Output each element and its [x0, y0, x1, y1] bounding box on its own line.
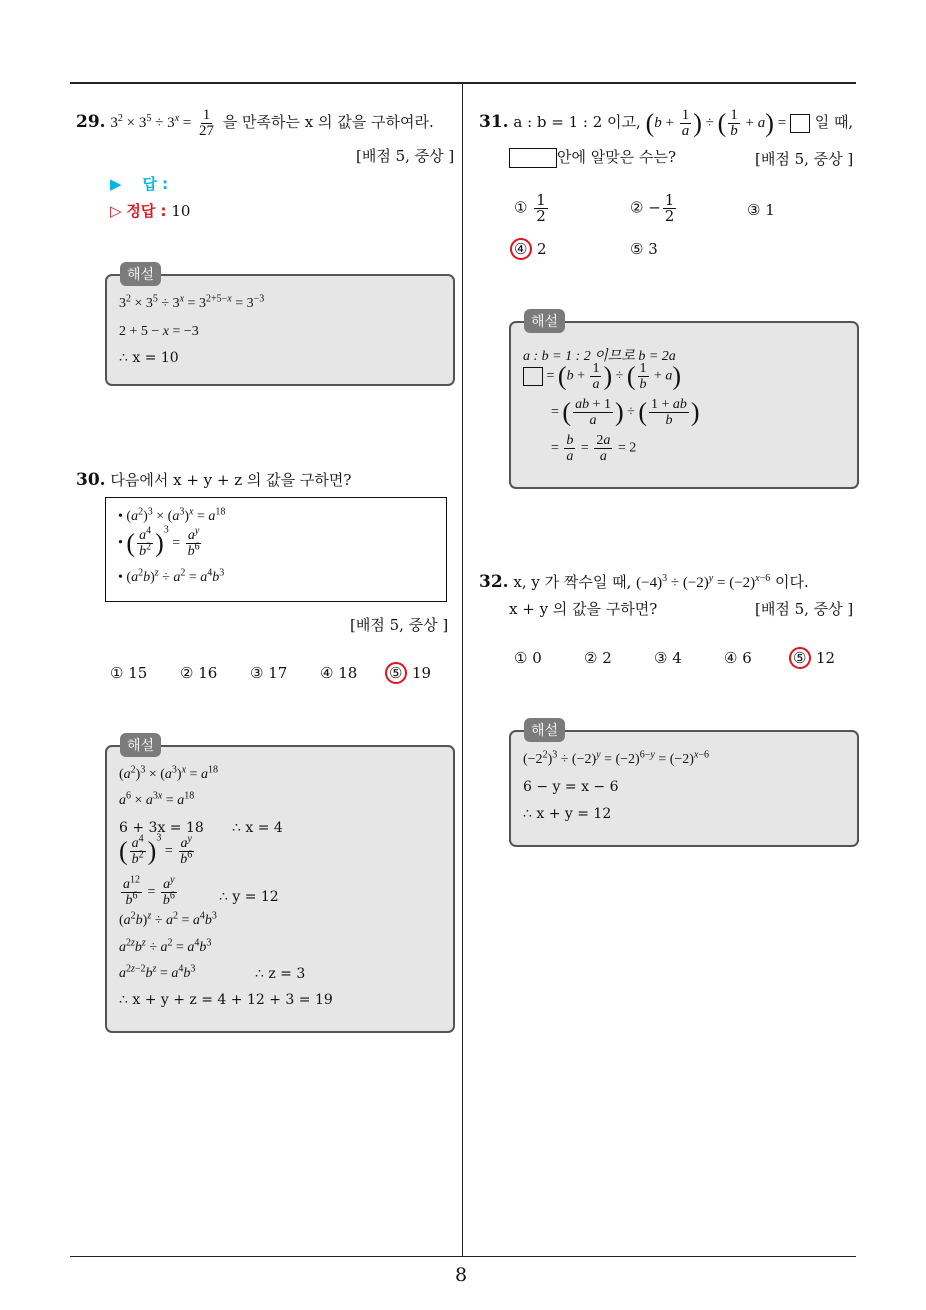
- page-number: 8: [455, 1264, 468, 1286]
- triangle-outline-icon: ▷: [110, 202, 122, 220]
- points-30: [배점 5, 중상 ]: [350, 616, 449, 634]
- question-number: 31.: [479, 111, 509, 132]
- question-number: 32.: [479, 572, 509, 592]
- solution-line: ∴ x = 4: [232, 820, 283, 836]
- question-number: 30.: [76, 470, 106, 490]
- solution-line: ∴ x + y + z = 4 + 12 + 3 = 19: [119, 992, 333, 1008]
- question-stem-b: 일 때,: [814, 112, 854, 131]
- solution-line: $a^6 \times a^{3x} = a^{18}$: [119, 790, 195, 808]
- points-29: [배점 5, 중상 ]: [356, 147, 455, 165]
- choice-4[interactable]: ④ 18: [320, 664, 358, 682]
- column-divider: [462, 82, 463, 1257]
- question-stem-a: x, y 가 짝수일 때,: [513, 573, 632, 591]
- choice-4[interactable]: ④ 6: [724, 649, 752, 667]
- solution-line: = $\frac{b}{a}$ = $\frac{2a}{a}$ = 2: [551, 433, 637, 464]
- question-30: [76, 469, 351, 490]
- choice-4-marker[interactable]: ④: [514, 240, 528, 258]
- choice-5-marker[interactable]: ⑤: [793, 649, 807, 667]
- question-equation: (b + $\frac{1}{a}$ ) ÷ ( $\frac{1}{b}$ + a) =: [646, 115, 810, 131]
- correct-value: 10: [171, 202, 191, 220]
- points-31: [배점 5, 중상 ]: [755, 150, 854, 168]
- play-icon: ▶: [110, 175, 122, 193]
- solution-box-29: [105, 274, 455, 386]
- question-stem-c: 안에 알맞은 수는?: [557, 148, 677, 166]
- question-stem: 다음에서 x + y + z 의 값을 구하면?: [110, 471, 352, 489]
- question-number: 29.: [76, 111, 106, 132]
- choice-3[interactable]: ③ 1: [747, 201, 775, 219]
- solution-line: a : b = 1 : 2 이므로 b = 2a: [523, 349, 676, 364]
- solution-line: $a^{2z}b^z \div a^2 = a^4b^3$: [119, 937, 212, 955]
- question-equation: $(-4)^3 \div (-2)^y = (-2)^{x-6}$: [636, 573, 771, 591]
- solution-tag: 해설: [120, 733, 161, 757]
- question-equation: $3^2 \times 3^5 \div 3^x$ = $\frac{1}{27}$: [110, 107, 214, 139]
- solution-line: = ( $\frac{ab + 1}{a}$ ) ÷ ( $\frac{1 + ab}{b}$ ): [551, 397, 700, 428]
- blank-box: [509, 148, 557, 168]
- solution-box-30: [105, 745, 455, 1033]
- solution-tag: 해설: [524, 309, 565, 333]
- correct-circle-icon: [385, 662, 407, 684]
- correct-circle-icon: [510, 238, 532, 260]
- solution-line: 2 + 5 − x = −3: [119, 324, 199, 339]
- question-31-line2: [509, 146, 676, 168]
- solution-line: $(-2^2)^3 \div (-2)^y = (-2)^{6-y} = (-2)^{x-6}$: [523, 749, 710, 767]
- bottom-rule: [70, 1256, 856, 1257]
- question-stem-a: a : b = 1 : 2 이고,: [513, 112, 641, 131]
- solution-line: $3^2 \times 3^5 \div 3^x = 3^{2+5-x} = 3^{-3}$: [119, 293, 265, 311]
- solution-line: ∴ z = 3: [255, 966, 306, 982]
- choice-4-value[interactable]: 2: [537, 240, 547, 258]
- condition-item: • $(a^2)^3 \times (a^3)^x = a^{18}$: [118, 506, 226, 524]
- solution-line: 6 + 3x = 18: [119, 820, 204, 836]
- question-stem: 을 만족하는 x 의 값을 구하여라.: [222, 112, 434, 131]
- choice-5-value[interactable]: 19: [412, 664, 432, 682]
- choice-3[interactable]: ③ 4: [654, 649, 682, 667]
- correct-label: 정답 :: [126, 202, 167, 220]
- solution-line: ∴ y = 12: [219, 889, 279, 905]
- condition-item: • $(a^2b)^z \div a^2 = a^4b^3$: [118, 567, 225, 585]
- choice-2[interactable]: ② − $\frac{1}{2}$: [630, 191, 675, 225]
- solution-line: = (b + $\frac{1}{a}$ ) ÷ ( $\frac{1}{b}$ + a): [523, 361, 681, 392]
- question-29: [76, 108, 434, 139]
- solution-box-32: [509, 730, 859, 847]
- choice-2[interactable]: ② 2: [584, 649, 612, 667]
- condition-item: • ( $\frac{a^4}{b^2}$ )$^3$ = $\frac{a^y}{b^6}$: [118, 524, 200, 559]
- solution-line: $a^{2z-2}b^z = a^4b^3$: [119, 963, 196, 981]
- solution-tag: 해설: [120, 262, 161, 286]
- solution-line: 6 − y = x − 6: [523, 779, 619, 795]
- solution-line: $(a^2)^3 \times (a^3)^x = a^{18}$: [119, 764, 218, 782]
- solution-box-31: [509, 321, 859, 489]
- choice-5-value[interactable]: 12: [816, 649, 836, 667]
- question-stem-b: 이다.: [775, 573, 809, 591]
- points-32: [배점 5, 중상 ]: [755, 600, 854, 618]
- correct-answer-row: [110, 200, 190, 221]
- solution-line: $\frac{a^{12}}{b^6}$ = $\frac{a^y}{b^6}$: [123, 874, 175, 908]
- solution-line: ∴ x + y = 12: [523, 806, 612, 822]
- conditions-box: [105, 497, 447, 602]
- answer-label: 답 :: [142, 175, 169, 193]
- solution-line: ∴ x = 10: [119, 350, 179, 366]
- choice-1[interactable]: ① 0: [514, 649, 542, 667]
- choice-5-marker[interactable]: ⑤: [389, 664, 403, 682]
- solution-line: $(a^2b)^z \div a^2 = a^4b^3$: [119, 910, 217, 928]
- top-rule: [70, 82, 856, 84]
- solution-line: ( $\frac{a^4}{b^2}$ )$^3$ = $\frac{a^y}{b^6}$: [119, 832, 193, 867]
- choice-3[interactable]: ③ 17: [250, 664, 288, 682]
- choice-1[interactable]: ① 15: [110, 664, 148, 682]
- question-31: [479, 108, 853, 139]
- answer-row: [110, 173, 168, 194]
- choice-2[interactable]: ② 16: [180, 664, 218, 682]
- question-32-line2: x + y 의 값을 구하면?: [509, 600, 658, 618]
- solution-tag: 해설: [524, 718, 565, 742]
- choice-1[interactable]: ① $\frac{1}{2}$: [514, 191, 546, 225]
- choice-5[interactable]: ⑤ 3: [630, 240, 658, 258]
- correct-circle-icon: [789, 647, 811, 669]
- question-32: [479, 571, 809, 592]
